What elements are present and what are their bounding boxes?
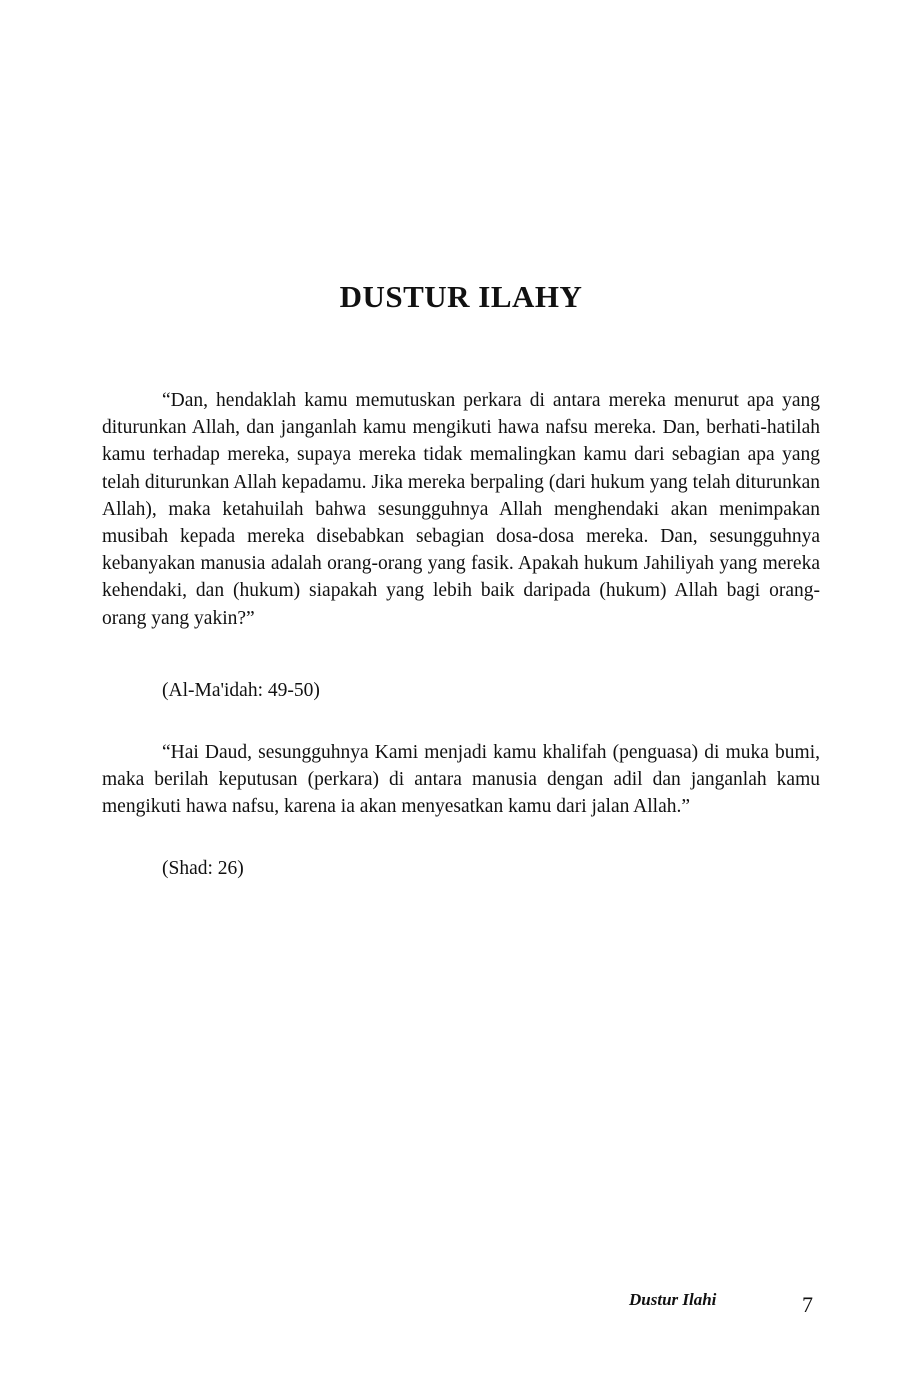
quote-citation: (Al-Ma'idah: 49-50) — [162, 680, 320, 701]
quote-block — [102, 739, 820, 821]
quote-block — [102, 387, 820, 632]
quote-text: “Dan, hendaklah kamu memutuskan perkara di antara mereka menurut apa yang diturunkan Allah, dan janganlah kamu mengikuti hawa nafsu mereka. Dan, berhati-hatilah kamu terhadap mereka, supaya mereka tidak memalingkan kamu dari sebagian apa yang telah diturunkan Allah kepadamu. Jika mereka berpaling (dari hukum yang telah diturunkan Allah), maka ketahuilah bahwa sesungguhnya Allah menghendaki akan menimpakan musibah kepada mereka disebabkan sebagian dosa-dosa mereka. Dan, sesungguhnya kebanyakan manusia adalah orang-orang yang fasik. Apakah hukum Jahiliyah yang mereka kehendaki, dan (hukum) siapakah yang lebih baik daripada (hukum) Allah bagi orang-orang yang yakin?” — [102, 390, 820, 629]
running-footer-title: Dustur Ilahi — [629, 1290, 717, 1309]
page-number: 7 — [802, 1292, 813, 1317]
quote-citation: (Shad: 26) — [162, 858, 244, 879]
quote-text: “Hai Daud, sesungguhnya Kami menjadi kamu khalifah (penguasa) di muka bumi, maka berilah keputusan (perkara) di antara manusia dengan adil dan janganlah kamu mengikuti hawa nafsu, karena ia akan menyesatkan kamu dari jalan Allah.” — [102, 742, 820, 818]
page-title: DUSTUR ILAHY — [339, 279, 583, 314]
